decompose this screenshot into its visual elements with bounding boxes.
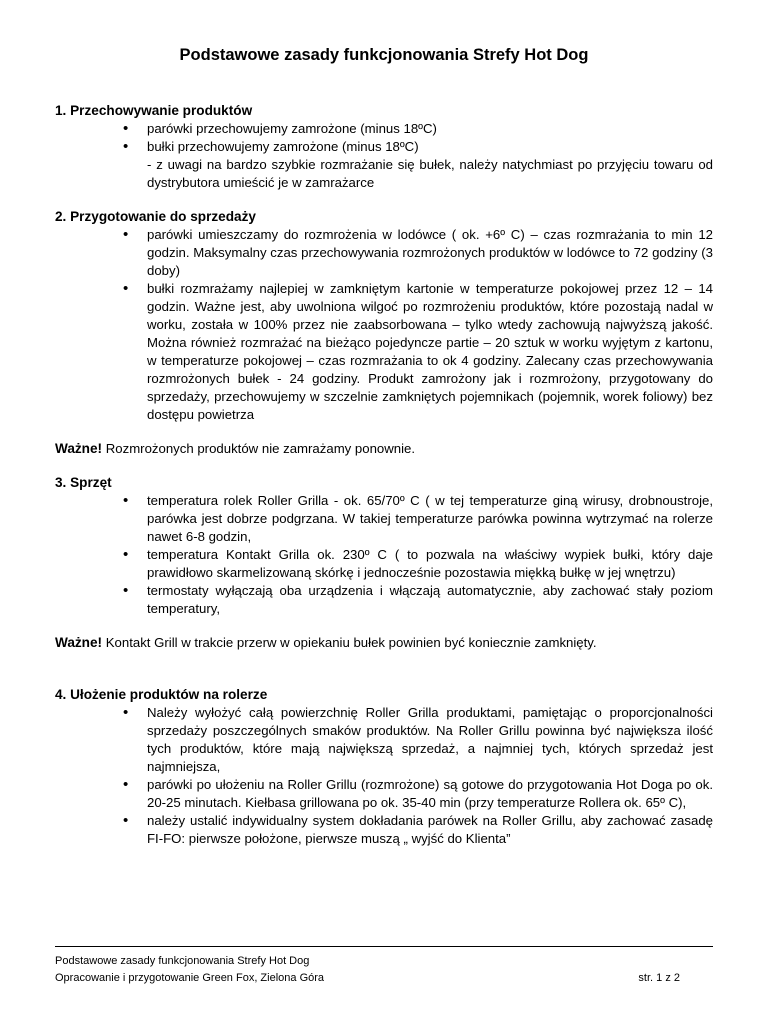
section-heading: 2. Przygotowanie do sprzedaży	[55, 209, 256, 224]
list-item: • bułki rozmrażamy najlepiej w zamkniętym kartonie w temperaturze pokojowej przez 12 – 14 godzin. Ważne jest, aby uwolniona wilgoć po rozmrożeniu produktów, które pozostają nadal w worku, została w 100% przez nie zaabsorbowana – tylko wtedy zachowują najwyższą jakość. Można również rozmrażać na bieżąco pojedyncze partie – 20 sztuk w worku wyjętym z kartonu, w temperaturze pokojowej – czas rozmrażania to ok 4 godziny. Zalecany czas przechowywania rozmrożonych bułek - 24 godziny. Produkt zamrożony jak i rozmrożony, przygotowany do sprzedaży, przechowujemy w szczelnie zamkniętych pojemnikach (pojemnik, worek foliowy) bez dostępu powietrza	[55, 280, 713, 424]
list-item: • termostaty wyłączają oba urządzenia i włączają automatycznie, aby zachować stały poziom temperatury,	[55, 582, 713, 618]
bullet-list	[55, 492, 713, 618]
list-item: • należy ustalić indywidualny system dokładania parówek na Roller Grillu, aby zachować zasadę FI-FO: pierwsze położone, pierwsze muszą „ wyjść do Klienta”	[55, 812, 713, 848]
list-item: • temperatura rolek Roller Grilla - ok. 65/70º C ( w tej temperaturze giną wirusy, drobnoustroje, parówka jest dobrze podgrzana. W takiej temperaturze parówka powinna wytrzymać na rolerze nawet 6-8 godzin,	[55, 492, 713, 546]
important-label: Ważne!	[55, 635, 103, 650]
section-storage	[55, 102, 713, 192]
important-text: Kontakt Grill w trakcie przerw w opiekaniu bułek powinien być koniecznie zamknięty.	[102, 635, 597, 650]
list-item: • parówki po ułożeniu na Roller Grillu (rozmrożone) są gotowe do przygotowania Hot Doga po ok. 20-25 minutach. Kiełbasa grillowana po ok. 35-40 min (przy temperaturze Rollera ok. 65º C),	[55, 776, 713, 812]
important-label: Ważne!	[55, 441, 103, 456]
document-body	[55, 102, 713, 848]
section-heading: 1. Przechowywanie produktów	[55, 103, 253, 118]
section-preparation	[55, 208, 713, 424]
section-heading: 3. Sprzęt	[55, 475, 112, 490]
section-note: - z uwagi na bardzo szybkie rozmrażanie się bułek, należy natychmiast po przyjęciu towaru od dystrybutora umieścić je w zamrażarce	[147, 157, 713, 190]
important-text: Rozmrożonych produktów nie zamrażamy ponownie.	[102, 441, 416, 456]
list-item: • parówki przechowujemy zamrożone (minus 18ºC)	[55, 120, 713, 138]
list-item: • bułki przechowujemy zamrożone (minus 18ºC)	[55, 138, 713, 156]
section-heading: 4. Ułożenie produktów na rolerze	[55, 687, 268, 702]
page-footer	[55, 953, 713, 987]
important-note	[55, 440, 713, 458]
bullet-list	[55, 120, 713, 156]
bullet-list	[55, 704, 713, 848]
list-item: • parówki umieszczamy do rozmrożenia w lodówce ( ok. +6º C) – czas rozmrażania to min 12 godzin. Maksymalny czas przechowywania rozmrożonych produktów w lodówce to 72 godziny (3 doby)	[55, 226, 713, 280]
section-roller-layout	[55, 686, 713, 848]
section-equipment	[55, 474, 713, 618]
document-title: Podstawowe zasady funkcjonowania Strefy Hot Dog	[179, 46, 589, 64]
page-number: str. 1 z 2	[638, 972, 680, 984]
list-item: • temperatura Kontakt Grilla ok. 230º C ( to pozwala na właściwy wypiek bułki, który daje prawidłowo skarmelizowaną skórkę i jednocześnie pozostawia miękką bułkę w jej wnętrzu)	[55, 546, 713, 582]
list-item: • Należy wyłożyć całą powierzchnię Roller Grilla produktami, pamiętając o proporcjonalności sprzedaży poszczególnych smaków produktów. Na Roller Grillu powinna być największa ilość tych produktów, które mają największą sprzedaż, a najmniej tych, których sprzedaż jest najmniejsza,	[55, 704, 713, 776]
important-note	[55, 634, 713, 652]
footer-title: Podstawowe zasady funkcjonowania Strefy Hot Dog	[55, 955, 310, 967]
footer-author: Opracowanie i przygotowanie Green Fox, Zielona Góra	[55, 972, 325, 984]
bullet-list	[55, 226, 713, 424]
footer-divider	[55, 946, 713, 947]
